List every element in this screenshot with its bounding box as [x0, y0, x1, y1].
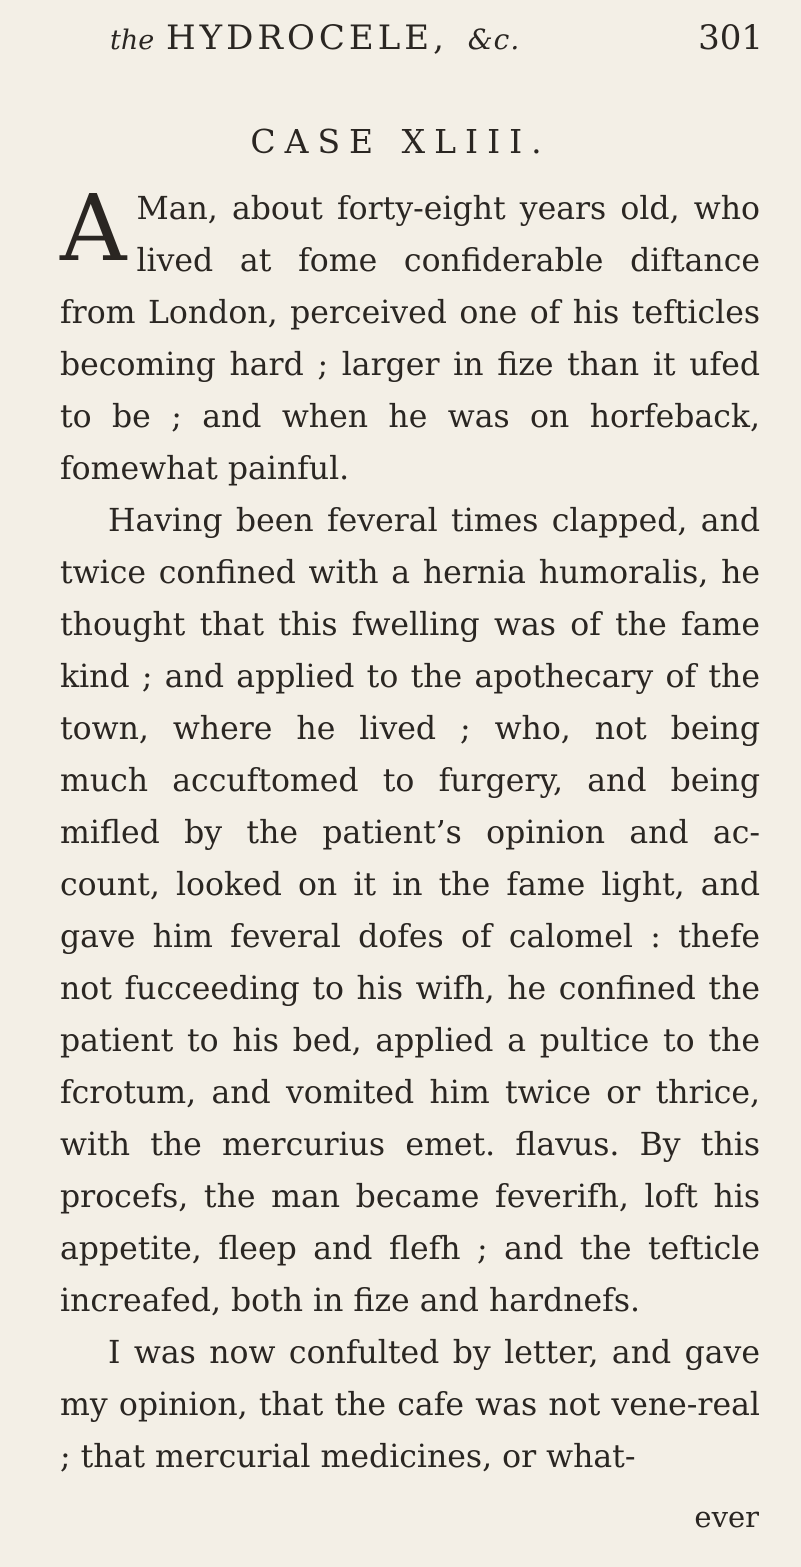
catchword: ever — [694, 1500, 759, 1534]
running-head-suffix: &c. — [467, 23, 521, 56]
paragraph-2-text: Having been feveral times clapped, and twice confined with a hernia humoralis, he thought that this fwelling was of the fame kind ; and applied to the apothecary of the town, where he lived ; who, not being much accuftomed to furgery, and being mifled by the patient’s opinion and ac-count, looked on it in the fame light, and gave him feveral dofes of calomel : thefe not fucceeding to his wifh, he confined the patient to his bed, applied a pultice to the fcrotum, and vomited him twice or thrice, with the mercurius emet. flavus. By this procefs, the man became feverifh, loft his appetite, fleep and flefh ; and the tefticle increafed, both in fize and hardnefs. — [60, 503, 760, 1319]
running-head — [110, 14, 710, 62]
paragraph-3 — [60, 1327, 760, 1483]
case-heading: CASE XLIII. — [250, 122, 551, 161]
paragraph-1-text: Man, about forty-eight years old, who lived at fome confiderable diftance from London, perceived one of his tefticles becoming hard ; larger in fize than it ufed to be ; and when he was on horfeback, fomewhat painful. — [60, 191, 760, 487]
body-text — [60, 175, 760, 1483]
running-head-prefix: the — [110, 25, 155, 56]
running-head-title: HYDROCELE, — [166, 18, 448, 58]
paragraph-1 — [60, 175, 760, 495]
paragraph-2 — [60, 495, 760, 1327]
page-number: 301 — [698, 18, 763, 58]
paragraph-3-text: I was now confulted by letter, and gave my opinion, that the cafe was not vene-real ; that mercurial medicines, or what- — [60, 1335, 760, 1475]
drop-cap: A — [60, 175, 127, 282]
